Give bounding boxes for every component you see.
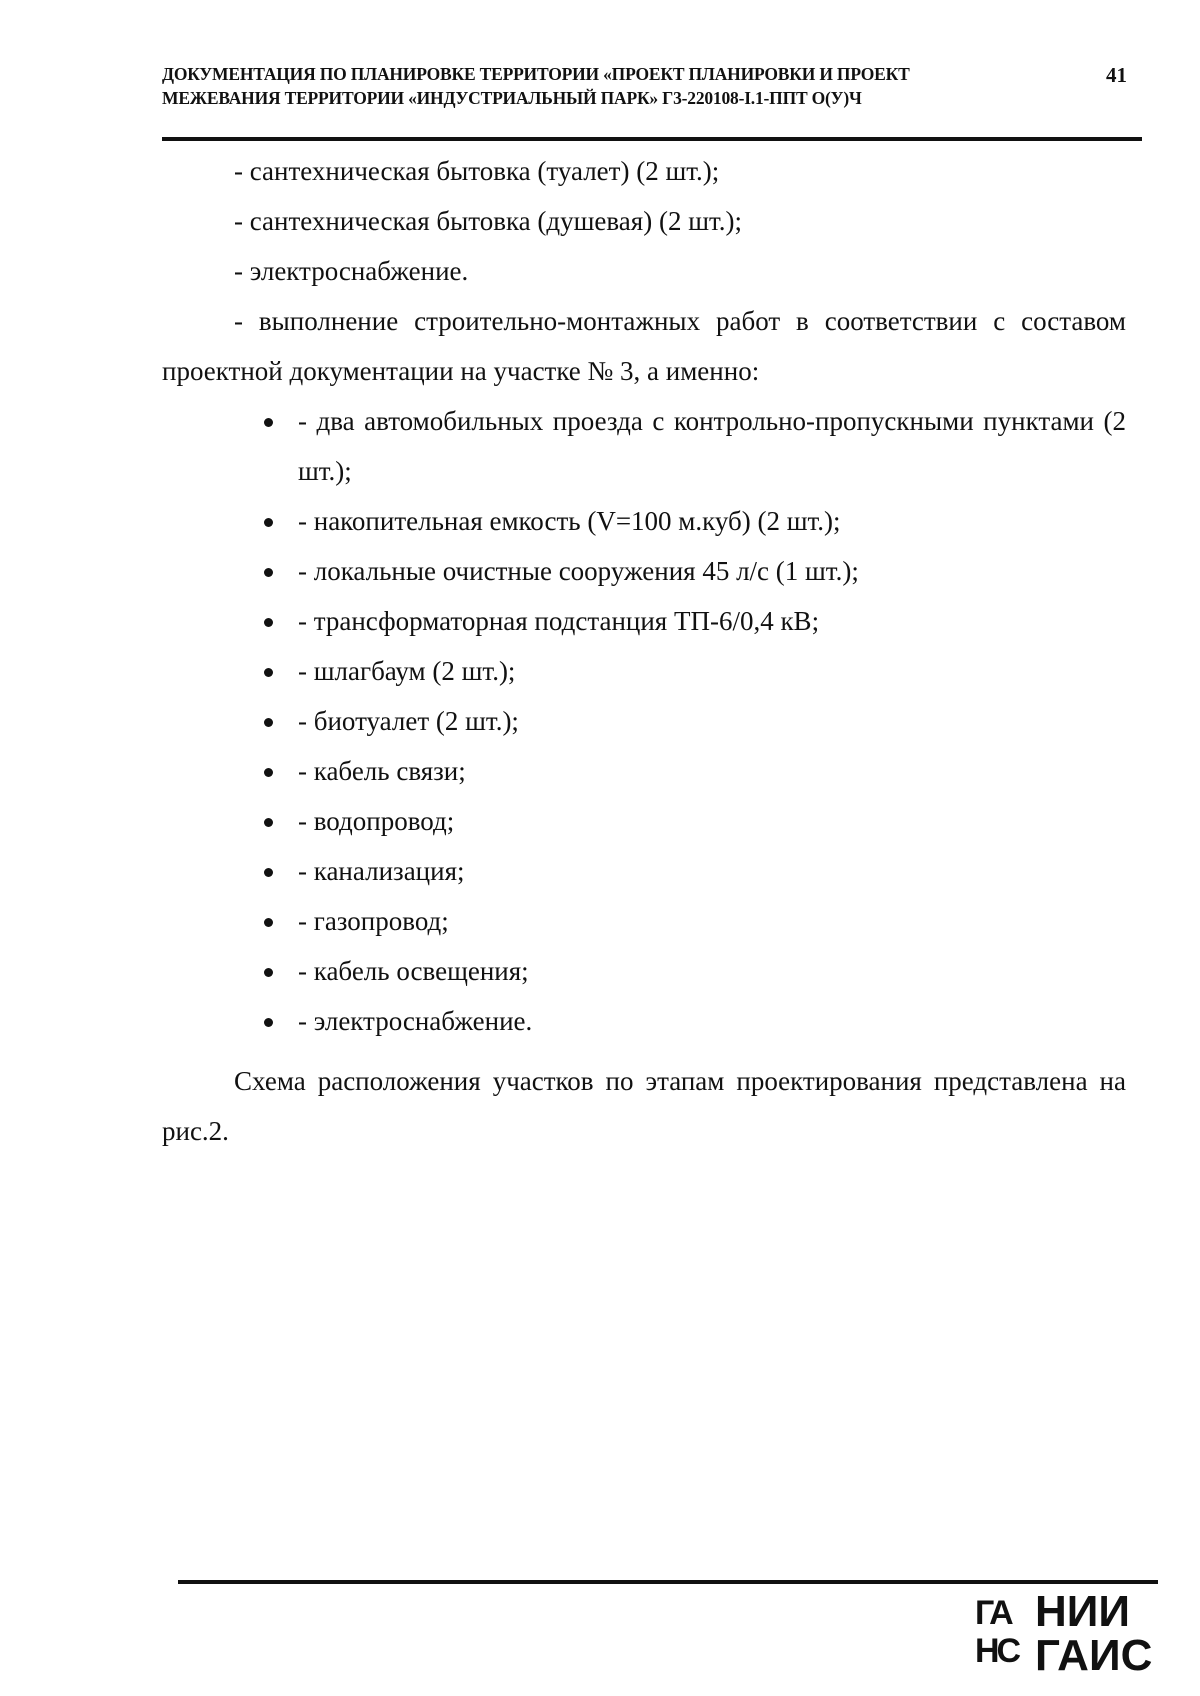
document-body (162, 146, 1126, 1156)
list-item-text: - два автомобильных проезда с контрольно-пропускными пунктами (2 шт.); (298, 406, 1126, 486)
list-item-text: - локальные очистные сооружения 45 л/с (1 шт.); (298, 556, 859, 586)
list-item (264, 846, 1126, 896)
bullet-icon (264, 868, 273, 877)
bullet-icon (264, 918, 273, 927)
list-item (264, 896, 1126, 946)
list-item-text: - биотуалет (2 шт.); (298, 706, 519, 736)
body-line: - электроснабжение. (234, 256, 469, 286)
logo-mark-bottom: НС (975, 1632, 1019, 1670)
bullet-icon (264, 818, 273, 827)
list-item (264, 546, 1126, 596)
list-item (264, 496, 1126, 546)
bullet-icon (264, 418, 273, 427)
list-item-text: - водопровод; (298, 806, 455, 836)
logo-word-top: НИИ (1035, 1587, 1131, 1636)
list-item (264, 646, 1126, 696)
list-item (264, 596, 1126, 646)
footer-rule (178, 1580, 1158, 1584)
list-item-text: - кабель связи; (298, 756, 466, 786)
header-line-2: МЕЖЕВАНИЯ ТЕРРИТОРИИ «ИНДУСТРИАЛЬНЫЙ ПАРК» Г3-220108-I.1-ППТ О(У)Ч (162, 88, 862, 108)
bullet-icon (264, 518, 273, 527)
header-line-1: ДОКУМЕНТАЦИЯ ПО ПЛАНИРОВКЕ ТЕРРИТОРИИ «ПРОЕКТ ПЛАНИРОВКИ И ПРОЕКТ (162, 64, 910, 84)
list-item-text: - трансформаторная подстанция ТП-6/0,4 кВ; (298, 606, 820, 636)
list-item-text: - накопительная емкость (V=100 м.куб) (2 шт.); (298, 506, 841, 536)
body-line: - сантехническая бытовка (туалет) (2 шт.); (234, 156, 720, 186)
list-item-text: - электроснабжение. (298, 1006, 533, 1036)
logo-emblem-icon (975, 1594, 1029, 1678)
header-rule (162, 137, 1142, 141)
list-item (264, 396, 1126, 496)
closing-paragraph: Схема расположения участков по этапам проектирования представлена на рис.2. (162, 1066, 1126, 1146)
bullet-icon (264, 768, 273, 777)
document-header (162, 62, 1022, 110)
intro-paragraph: - выполнение строительно-монтажных работ в соответствии с составом проектной документации на участке № 3, а именно: (162, 306, 1126, 386)
list-item-text: - канализация; (298, 856, 465, 886)
logo-word-bottom: ГАИС (1035, 1631, 1153, 1680)
list-item (264, 996, 1126, 1046)
list-item (264, 796, 1126, 846)
body-line: - сантехническая бытовка (душевая) (2 шт.); (234, 206, 742, 236)
list-item-text: - газопровод; (298, 906, 449, 936)
bullet-icon (264, 668, 273, 677)
logo-wordmark (1035, 1587, 1153, 1680)
list-item-text: - кабель освещения; (298, 956, 529, 986)
bullet-icon (264, 718, 273, 727)
page-number: 41 (1106, 63, 1127, 87)
list-item (264, 746, 1126, 796)
bullet-icon (264, 1018, 273, 1027)
bullet-icon (264, 968, 273, 977)
list-item (264, 696, 1126, 746)
bullet-icon (264, 618, 273, 627)
logo-mark-top: ГА (975, 1594, 1011, 1632)
bullet-icon (264, 568, 273, 577)
works-list (162, 396, 1126, 1046)
list-item-text: - шлагбаум (2 шт.); (298, 656, 516, 686)
niigais-logo (975, 1587, 1165, 1686)
list-item (264, 946, 1126, 996)
